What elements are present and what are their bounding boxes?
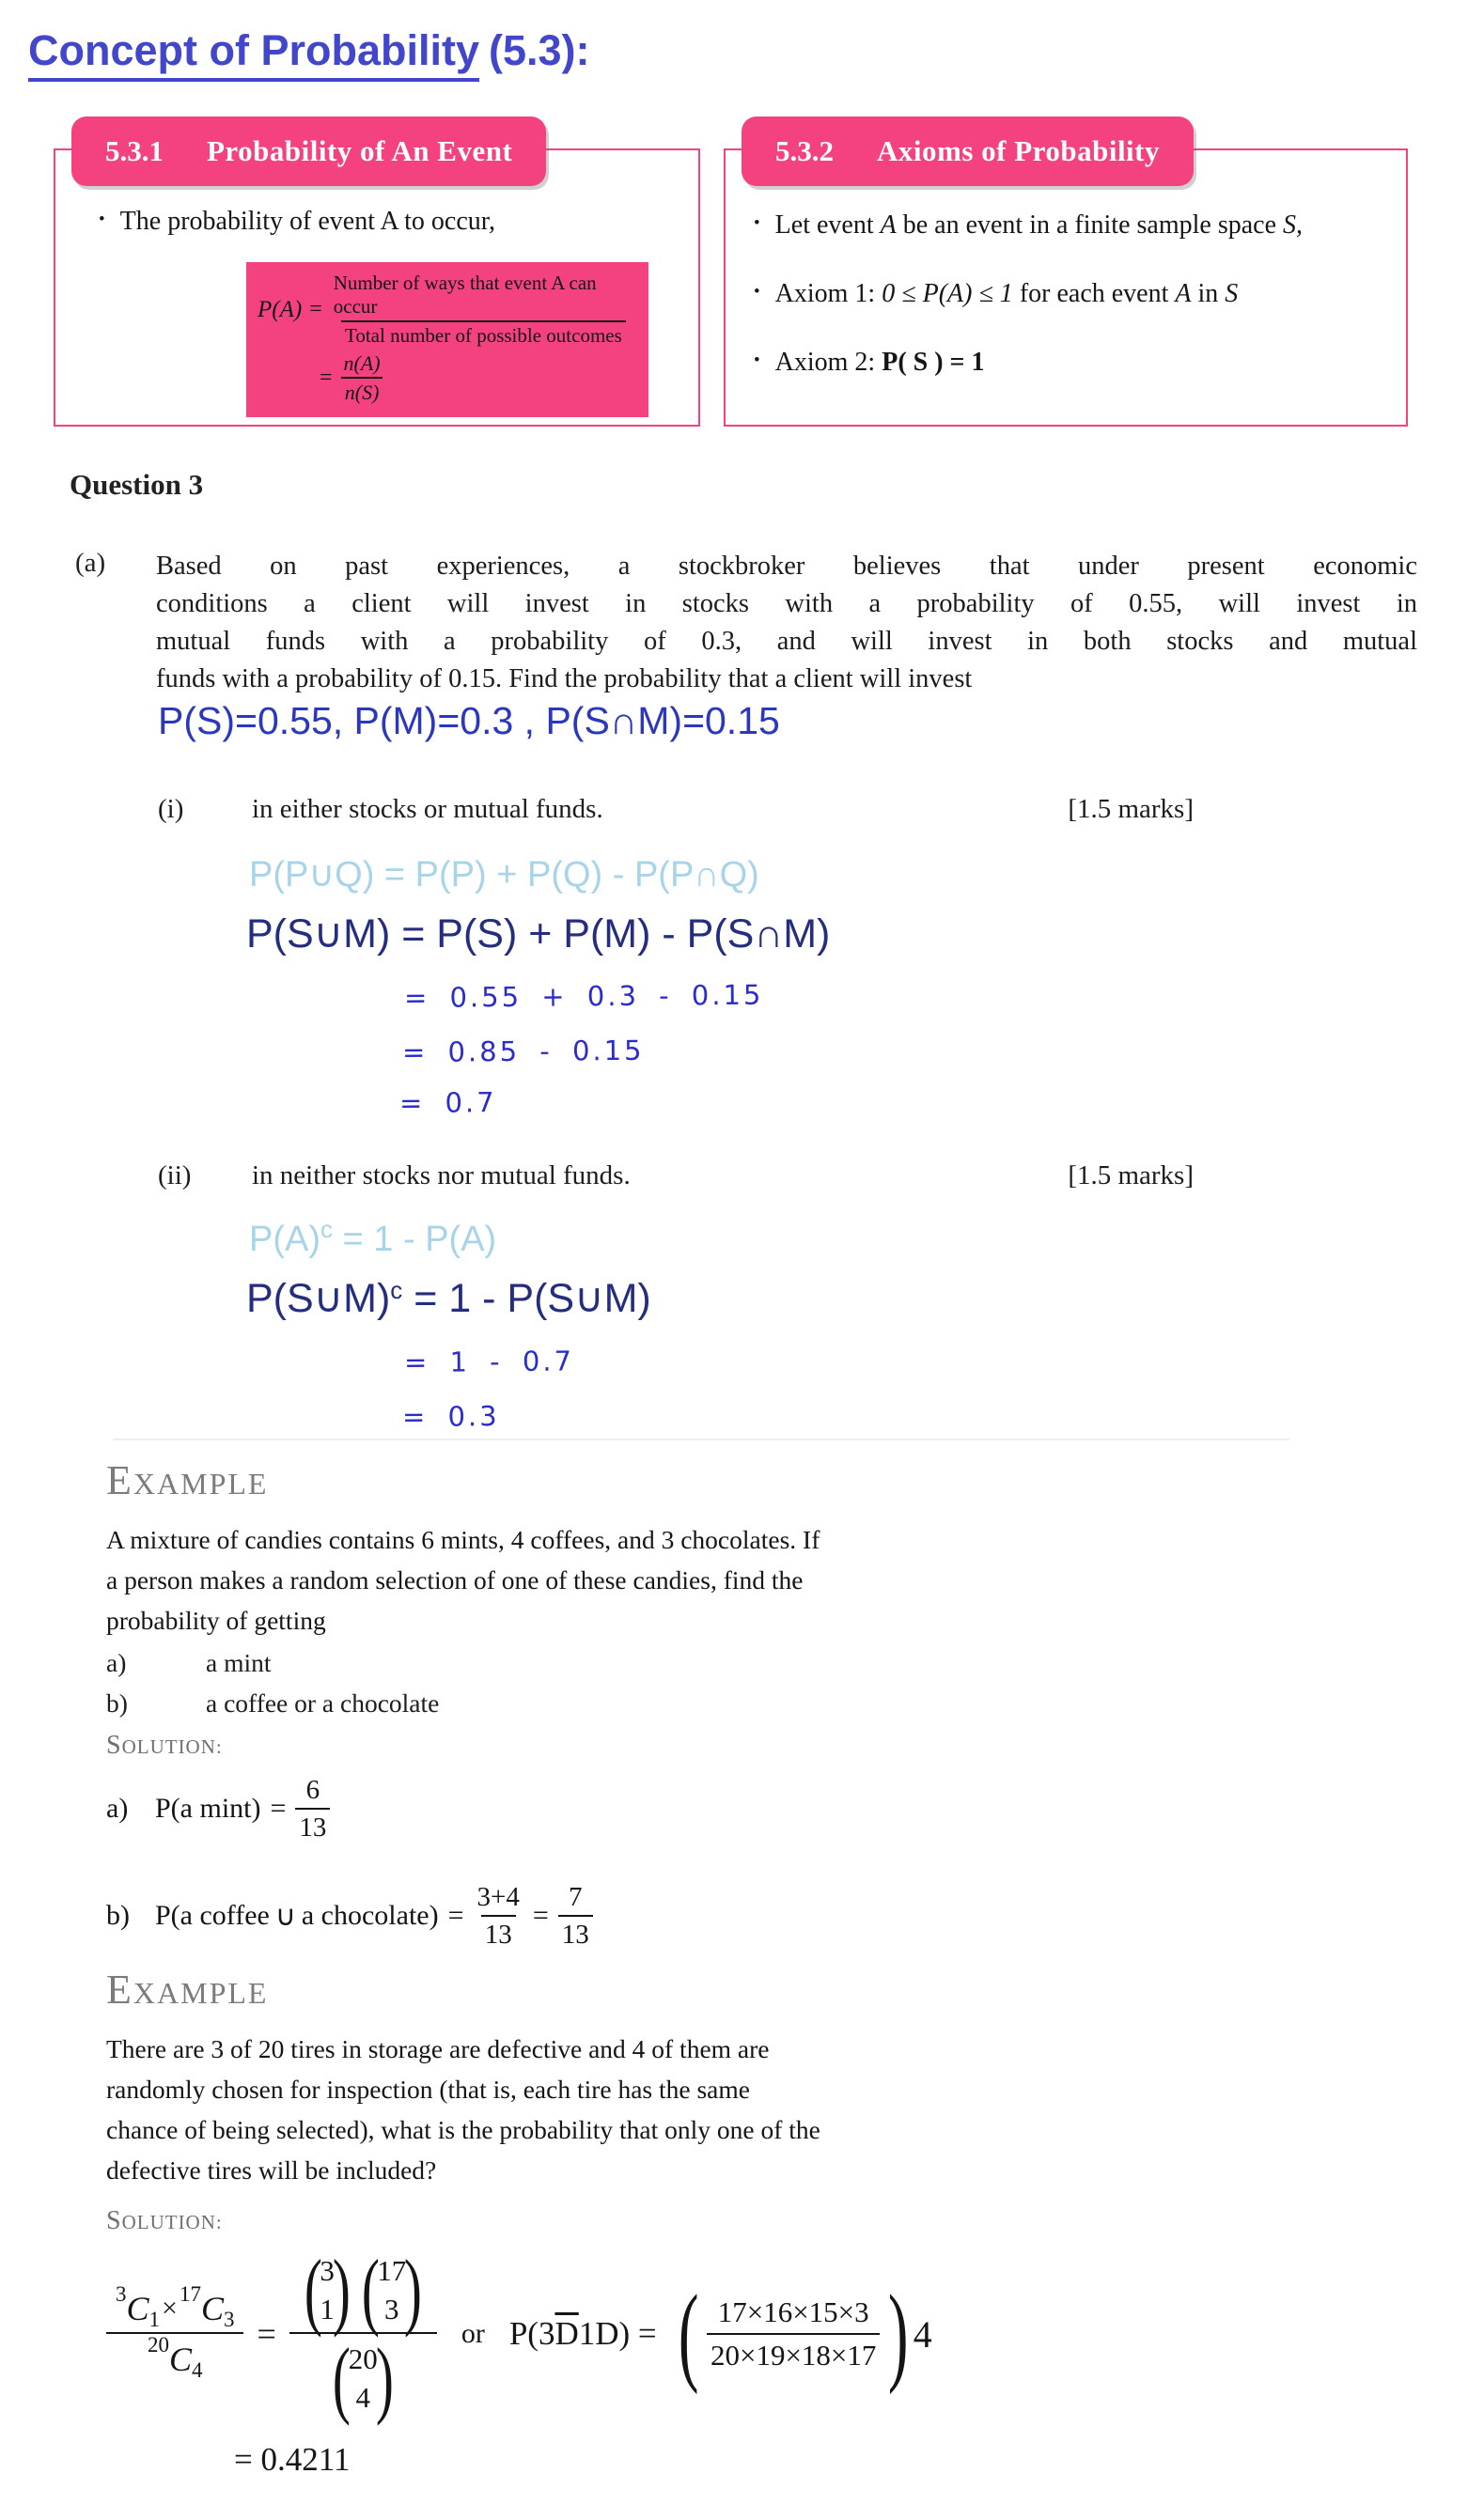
- handwritten-step: = 0.85 - 0.15: [401, 1034, 645, 1068]
- solution-1a-row: [106, 1774, 593, 1843]
- part-ii-label: (ii): [158, 1160, 192, 1190]
- left-paren: (: [332, 2330, 351, 2426]
- bullet-icon: •: [99, 210, 105, 229]
- heading-initial: E: [106, 1967, 133, 2013]
- fraction-denominator: n(S): [341, 377, 383, 404]
- binom-bottom: 4: [355, 2381, 371, 2414]
- heading-rest: OLUTION:: [121, 2211, 223, 2233]
- equals-sign: =: [532, 1900, 549, 1931]
- fraction-denominator: Total number of possible outcomes: [341, 320, 626, 348]
- handwritten-step: = 0.55 + 0.3 - 0.15: [403, 978, 764, 1014]
- paragraph-line: Based on past experiences, a stockbroker believes that under present economic: [156, 552, 1417, 581]
- example-text-line: There are 3 of 20 tires in storage are defective and 4 of them are: [106, 2034, 770, 2063]
- formula-pa: P(A): [258, 296, 303, 322]
- fraction-numerator: 7: [569, 1882, 583, 1912]
- equals-sign: =: [270, 1793, 287, 1824]
- handwritten-step: = 1 - 0.7: [403, 1345, 575, 1378]
- ncr-denominator: [106, 2332, 243, 2382]
- part-ii-marks: [1.5 marks]: [1068, 1160, 1194, 1190]
- list-item-a: [106, 1642, 820, 1683]
- math-var: A: [1175, 279, 1192, 308]
- example-1-items: [106, 1642, 820, 1723]
- item-text: a mint: [206, 1648, 272, 1677]
- paragraph-line: mutual funds with a probability of 0.3, and will invest in both stocks and mutual: [156, 627, 1417, 656]
- section-divider: [113, 1439, 1289, 1440]
- bullet-icon: •: [754, 282, 760, 302]
- example-text-line: a person makes a random selection of one of these candies, find the: [106, 1565, 804, 1594]
- combination-C: C: [126, 2290, 149, 2327]
- math-expression: 0 ≤ P(A) ≤ 1: [882, 279, 1013, 308]
- superscript-c: c: [320, 1215, 333, 1243]
- bullet-icon: •: [754, 350, 760, 370]
- text-run: for each event: [1012, 279, 1176, 308]
- multiplier-4: 4: [913, 2312, 932, 2356]
- subscript: 4: [191, 2358, 203, 2382]
- left-paren: (: [304, 2242, 322, 2338]
- product-fraction-core: [707, 2294, 880, 2374]
- product-fraction: [670, 2272, 932, 2395]
- example-1-heading: [106, 1456, 820, 1504]
- binomial-fraction: [289, 2242, 437, 2426]
- superscript: 17: [179, 2282, 201, 2306]
- math-var: S: [1225, 279, 1239, 308]
- formula-hint-complement: [249, 1215, 1468, 1260]
- right-paren: ): [332, 2242, 351, 2338]
- left-paren: (: [678, 2272, 699, 2395]
- ncr-fraction: [106, 2282, 243, 2382]
- text-run: in: [1191, 279, 1226, 308]
- final-result: = 0.4211: [234, 2441, 351, 2478]
- example-text-line: probability of getting: [106, 1606, 326, 1635]
- card-532-header: [742, 117, 1194, 186]
- heading-rest: OLUTION:: [121, 1735, 223, 1758]
- fraction-6-13: [295, 1774, 330, 1843]
- text-run: = 1 - P(A): [333, 1220, 497, 1259]
- item-label: b): [106, 1900, 130, 1931]
- question-heading: Question 3: [70, 468, 204, 501]
- text-run: Axiom 1:: [774, 279, 882, 308]
- example-text-line: defective tires will be included?: [106, 2155, 437, 2185]
- subscript: 1: [148, 2308, 161, 2331]
- union-symbol: ∪: [274, 1900, 296, 1932]
- equals-sign: =: [320, 365, 333, 390]
- binomial-17-3: [356, 2242, 428, 2338]
- page-title: [28, 26, 590, 82]
- axiom-intro-bullet: [754, 207, 1389, 247]
- example-2-heading: [106, 1966, 820, 2014]
- example-1: [106, 1456, 820, 1723]
- equals-sign: =: [257, 2315, 276, 2353]
- card-axioms-of-probability: [724, 134, 1408, 427]
- solution-2: [106, 2206, 932, 2479]
- p-3d1d-expression: [509, 2315, 657, 2353]
- fraction-numerator: 6: [305, 1775, 320, 1805]
- combinatorics-formula: [106, 2242, 932, 2426]
- given-values-annotation: P(S)=0.55, P(M)=0.3 , P(S∩M)=0.15: [158, 699, 780, 742]
- card-531-body: [55, 150, 698, 417]
- heading-initial: E: [106, 1457, 133, 1503]
- binom-top: 3: [320, 2254, 335, 2287]
- combination-C: C: [200, 2290, 224, 2327]
- ncr-numerator: [106, 2282, 243, 2332]
- list-item-b: [106, 1683, 820, 1723]
- formula-fraction-words: [330, 272, 637, 348]
- item-label: a): [106, 1648, 127, 1677]
- card-531-header: [71, 117, 546, 186]
- binomial-denominator: [289, 2330, 437, 2426]
- equals-sign: =: [637, 2315, 657, 2352]
- text-run: 1D): [578, 2315, 631, 2352]
- item-label: b): [106, 1688, 128, 1718]
- binomial-20-4: [327, 2330, 398, 2426]
- item-label: a): [106, 1793, 129, 1824]
- solution-2-heading: [106, 2206, 932, 2236]
- part-i-text: in either stocks or mutual funds.: [252, 794, 603, 824]
- probability-expression: P(a coffee: [155, 1900, 270, 1931]
- equals-sign: =: [309, 297, 322, 321]
- card-531-title: Probability of An Event: [207, 134, 513, 167]
- right-paren: ): [404, 2242, 423, 2338]
- definition-cards: [54, 134, 1408, 427]
- combination-C: C: [168, 2341, 192, 2378]
- example-2: [106, 1966, 820, 2190]
- d-bar: $\overline{D}$: [554, 2315, 579, 2352]
- probability-formula-box: [246, 262, 648, 417]
- solution-1: [106, 1731, 593, 1951]
- bullet-icon: •: [754, 213, 760, 233]
- axiom-1-bullet: [754, 275, 1389, 316]
- solution-1-heading: [106, 1731, 593, 1761]
- card-532-number: 5.3.2: [775, 134, 834, 167]
- item-text: a coffee or a chocolate: [206, 1688, 440, 1718]
- fraction-numerator: n(A): [343, 351, 381, 375]
- text-run: P(S∪M): [246, 1276, 391, 1321]
- fraction-denominator: 20×19×18×17: [707, 2333, 880, 2374]
- text-run: = 1 - P(S∪M): [402, 1276, 651, 1321]
- heading-rest: XAMPLE: [133, 1976, 269, 2010]
- part-a-label: (a): [75, 548, 106, 578]
- example-text-line: A mixture of candies contains 6 mints, 4 coffees, and 3 chocolates. If: [106, 1525, 820, 1554]
- superscript: 3: [116, 2282, 127, 2306]
- handwritten-step: = 0.3: [401, 1400, 500, 1433]
- card-probability-of-an-event: [54, 134, 700, 427]
- fraction-numerator: 3+4: [476, 1882, 520, 1912]
- text-run: Axiom 2:: [774, 348, 882, 377]
- formula-row-2: [320, 351, 637, 404]
- probability-expression: a chocolate): [301, 1900, 439, 1931]
- page-title-underlined: Concept of Probability: [28, 26, 479, 82]
- or-word: or: [461, 2318, 485, 2349]
- equals-sign: =: [447, 1900, 464, 1931]
- part-i-row: [158, 794, 1194, 825]
- heading-initial: S: [106, 2206, 122, 2235]
- fraction-3plus4-13: [474, 1881, 523, 1951]
- right-paren: ): [888, 2272, 909, 2395]
- binom-bottom: 3: [383, 2293, 399, 2326]
- paragraph-line: conditions a client will invest in stocks with a probability of 0.55, will invest in: [156, 589, 1417, 618]
- formula-answer-union: P(S∪M) = P(S) + P(M) - P(S∩M): [246, 911, 831, 957]
- card-532-title: Axioms of Probability: [877, 134, 1160, 167]
- math-var: S,: [1283, 210, 1303, 240]
- question-part-ii: [0, 1160, 1468, 1433]
- text-run: P(3: [508, 2315, 555, 2352]
- binomial-3-1: [299, 2242, 356, 2338]
- card-531-bullet-text: The probability of event A to occur,: [119, 207, 495, 236]
- question-part-i: [0, 794, 1468, 1119]
- binom-top: 17: [377, 2254, 407, 2287]
- fraction-denominator: 13: [558, 1915, 593, 1951]
- part-ii-text: in neither stocks nor mutual funds.: [252, 1160, 631, 1190]
- binomial-numerator: [289, 2242, 437, 2338]
- text-run: P(A): [249, 1220, 320, 1259]
- left-paren: (: [361, 2242, 380, 2338]
- fraction-7-13: [558, 1881, 593, 1951]
- superscript-c: c: [390, 1276, 403, 1304]
- question-part-a: [75, 548, 1417, 698]
- fraction-numerator: Number of ways that event A can occur: [333, 272, 597, 318]
- page-title-suffix: (5.3):: [489, 26, 590, 74]
- right-paren: ): [375, 2330, 394, 2426]
- example-1-text: [106, 1519, 820, 1641]
- heading-initial: S: [106, 1731, 122, 1760]
- example-text-line: chance of being selected), what is the probability that only one of the: [106, 2115, 820, 2144]
- solution-1b-row: [106, 1881, 593, 1951]
- axiom-2-bullet: [754, 344, 1389, 384]
- math-expression-bold: P( S ) = 1: [882, 348, 985, 377]
- question-paragraph: [156, 548, 1417, 698]
- formula-answer-complement: [246, 1275, 1468, 1322]
- probability-expression: P(a mint): [155, 1793, 261, 1824]
- fraction-denominator: 13: [481, 1915, 516, 1951]
- handwritten-step: = 0.7: [398, 1086, 497, 1119]
- text-run: be an event in a finite sample space: [896, 210, 1283, 240]
- text-run: Let event: [774, 210, 881, 240]
- card-531-number: 5.3.1: [105, 134, 164, 167]
- superscript: 20: [147, 2333, 169, 2357]
- part-i-label: (i): [158, 794, 184, 824]
- part-i-marks: [1.5 marks]: [1068, 794, 1194, 824]
- binom-top: 20: [348, 2342, 378, 2375]
- example-2-text: [106, 2029, 820, 2190]
- subscript: 3: [223, 2308, 235, 2331]
- formula-hint-union: P(P∪Q) = P(P) + P(Q) - P(P∩Q): [249, 855, 759, 894]
- fraction-numerator: 17×16×15×3: [717, 2295, 869, 2328]
- binom-bottom: 1: [320, 2293, 335, 2326]
- times-sign: ×: [162, 2293, 178, 2324]
- math-var: A: [880, 210, 897, 240]
- part-ii-row: [158, 1160, 1194, 1191]
- fraction-denominator: 13: [295, 1808, 330, 1843]
- example-text-line: randomly chosen for inspection (that is, each tire has the same: [106, 2075, 750, 2104]
- formula-row-1: [258, 272, 637, 348]
- card-531-bullet: [99, 203, 679, 243]
- formula-fraction-na-ns: [340, 351, 384, 404]
- heading-rest: XAMPLE: [133, 1467, 269, 1501]
- paragraph-line: funds with a probability of 0.15. Find the probability that a client will invest: [156, 664, 973, 693]
